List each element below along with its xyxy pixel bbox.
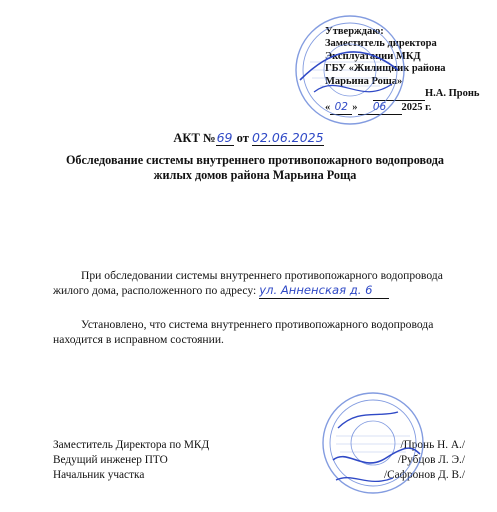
signature-role: Начальник участка	[53, 469, 145, 481]
approval-line-1: Заместитель директора	[325, 38, 437, 50]
approval-line-4: Марьина Роща»	[325, 75, 403, 87]
signature-role: Ведущий инженер ПТО	[53, 454, 168, 466]
act-from: от	[236, 131, 249, 145]
approval-date-year: 2025 г.	[401, 102, 432, 114]
signature-name: /Рубцов Л. Э./	[397, 454, 465, 466]
approval-signer: Н.А. Пронь	[425, 88, 480, 100]
paragraph-1	[53, 268, 478, 299]
paragraph-1-text: При обследовании системы внутреннего противопожарного водопровода жилого дома, расположенного по адресу:	[53, 269, 443, 297]
signature-name: /Пронь Н. А./	[400, 439, 465, 451]
subject-line-2: жилых домов района Марьина Роща	[153, 168, 357, 182]
act-number: 69	[216, 130, 233, 145]
approval-date-day: 02	[330, 101, 352, 114]
approval-line-2: Эксплуатации МКД	[325, 50, 421, 62]
subject-line-1: Обследование системы внутреннего противопожарного водопровода	[65, 153, 445, 167]
signature-role: Заместитель Директора по МКД	[53, 439, 210, 451]
approval-line-3: ГБУ «Жилищник района	[325, 63, 446, 75]
stamp-bottom	[318, 388, 428, 503]
paragraph-2	[53, 317, 478, 347]
act-title	[0, 130, 497, 146]
subject	[50, 153, 460, 183]
signature-name: /Сафронов Д. В./	[383, 469, 465, 481]
paragraph-2-text: Установлено, что система внутреннего противопожарного водопровода находится в исправном состоянии.	[53, 318, 434, 346]
act-date: 02.06.2025	[252, 130, 324, 145]
stamp-top	[290, 10, 410, 130]
date-quote-open: «	[325, 102, 331, 114]
address: ул. Анненская д. 6	[259, 283, 389, 299]
act-prefix: АКТ №	[173, 131, 216, 145]
signature-roles	[53, 438, 209, 483]
approval-date-month: 06	[358, 101, 402, 114]
approval-heading: Утверждаю:	[325, 26, 384, 37]
date-quote-close: »	[352, 102, 358, 114]
